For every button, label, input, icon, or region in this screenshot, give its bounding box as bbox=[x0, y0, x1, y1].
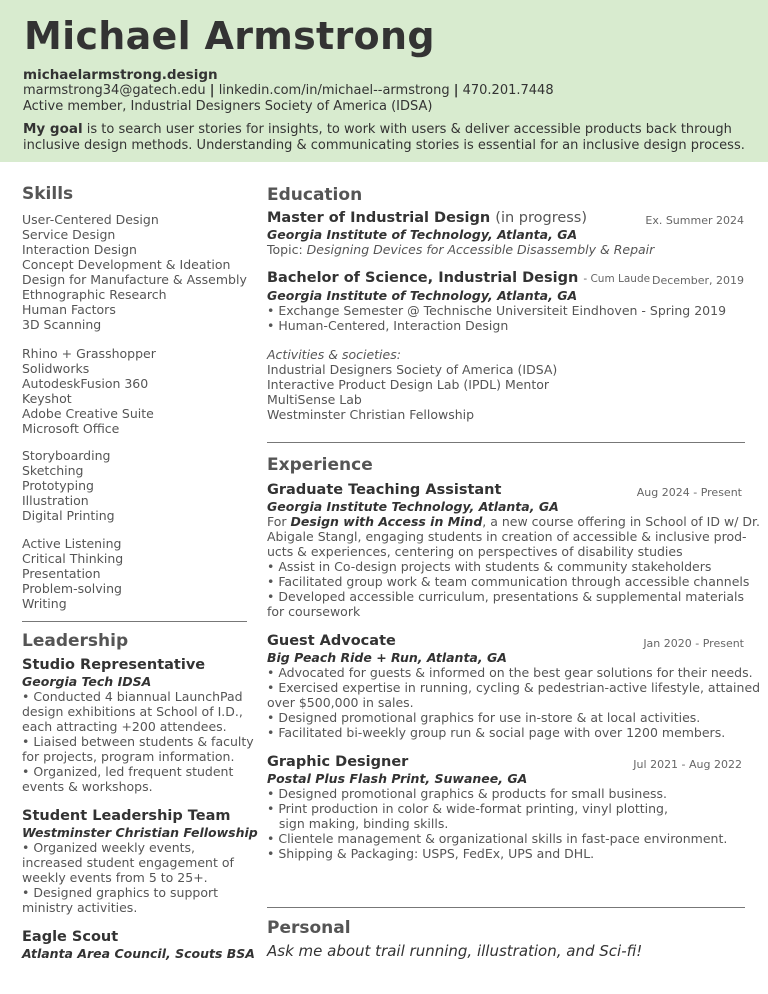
role-line: weekly events from 5 to 25+. bbox=[22, 870, 208, 885]
contact-separator: | bbox=[209, 83, 215, 98]
contact-separator: | bbox=[453, 83, 459, 98]
activities-label: Activities & societies: bbox=[267, 347, 401, 362]
name-heading: Michael Armstrong bbox=[24, 14, 435, 58]
skill-item: Service Design bbox=[22, 227, 116, 242]
degree-honors: - Cum Laude bbox=[583, 273, 651, 285]
skills-soft-list bbox=[22, 536, 123, 611]
job-bullet: • Print production in color & wide-format printing, vinyl plotting, bbox=[267, 801, 668, 816]
bachelors-date: December, 2019 bbox=[651, 274, 744, 287]
contact-line bbox=[23, 83, 554, 99]
job-intro-line: Abigale Stangl, engaging students in creation of accessible & inclusive prod- bbox=[267, 529, 747, 544]
role-org: Westminster Christian Fellowship bbox=[22, 825, 258, 840]
skill-item: Human Factors bbox=[22, 302, 116, 317]
header-band bbox=[0, 0, 768, 162]
degree-bullet: • Exchange Semester @ Technische Universiteit Eindhoven - Spring 2019 bbox=[267, 303, 727, 318]
topic-text: Designing Devices for Accessible Disassembly & Repair bbox=[306, 242, 655, 257]
experience-heading: Experience bbox=[267, 455, 373, 475]
job-bullet: • Shipping & Packaging: USPS, FedEx, UPS and DHL. bbox=[267, 846, 595, 861]
job-org: Postal Plus Flash Print, Suwanee, GA bbox=[267, 771, 528, 786]
skill-item: Keyshot bbox=[22, 391, 72, 406]
job-bullet: • Exercised expertise in running, cycling & pedestrian-active lifestyle, attained bbox=[267, 680, 761, 695]
personal-heading: Personal bbox=[267, 918, 351, 938]
skill-item: Microsoft Office bbox=[22, 421, 120, 436]
job-title: Graduate Teaching Assistant bbox=[267, 482, 502, 498]
school-name: Georgia Institute of Technology, Atlanta, GA bbox=[267, 288, 578, 303]
degree-status: (in progress) bbox=[495, 210, 588, 226]
role-line: design exhibitions at School of I.D., bbox=[22, 704, 243, 719]
skill-item: Storyboarding bbox=[22, 448, 111, 463]
job-bullet: • Clientele management & organizational skills in fast-pace environment. bbox=[267, 831, 728, 846]
topic-label: Topic: bbox=[267, 242, 303, 257]
job-bullet: • Assist in Co-design projects with students & community stakeholders bbox=[267, 559, 712, 574]
goal-statement bbox=[23, 121, 748, 154]
skill-item: Active Listening bbox=[22, 536, 122, 551]
linkedin-link[interactable]: linkedin.com/in/michael--armstrong bbox=[218, 83, 450, 98]
role-line: • Designed graphics to support bbox=[22, 885, 219, 900]
job-bullet: for coursework bbox=[267, 604, 361, 619]
leadership-role bbox=[22, 657, 252, 794]
job-bullet: sign making, binding skills. bbox=[267, 816, 449, 831]
job-org: Big Peach Ride + Run, Atlanta, GA bbox=[267, 650, 507, 665]
degree-name: Master of Industrial Design bbox=[267, 210, 491, 226]
skill-item: Solidworks bbox=[22, 361, 90, 376]
skill-item: User-Centered Design bbox=[22, 212, 159, 227]
role-title: Studio Representative bbox=[22, 657, 206, 673]
activity-item: Westminster Christian Fellowship bbox=[267, 407, 475, 422]
divider bbox=[267, 442, 745, 443]
email-link[interactable]: marmstrong34@gatech.edu bbox=[23, 83, 206, 98]
role-line: • Organized weekly events, bbox=[22, 840, 196, 855]
skills-design-list bbox=[22, 212, 247, 332]
education-heading: Education bbox=[267, 185, 363, 205]
skill-item: 3D Scanning bbox=[22, 317, 102, 332]
role-line: ministry activities. bbox=[22, 900, 138, 915]
divider bbox=[22, 621, 247, 622]
role-org: Georgia Tech IDSA bbox=[22, 674, 152, 689]
skill-item: Digital Printing bbox=[22, 508, 115, 523]
skill-item: Critical Thinking bbox=[22, 551, 124, 566]
skill-item: Adobe Creative Suite bbox=[22, 406, 154, 421]
role-org: Atlanta Area Council, Scouts BSA bbox=[22, 946, 255, 961]
skills-heading: Skills bbox=[22, 184, 74, 204]
leadership-heading: Leadership bbox=[22, 631, 129, 651]
phone-number[interactable]: 470.201.7448 bbox=[462, 83, 554, 98]
job-bullet: • Facilitated bi-weekly group run & social page with over 1200 members. bbox=[267, 725, 726, 740]
guest-date: Jan 2020 - Present bbox=[643, 637, 744, 650]
course-name: Design with Access in Mind bbox=[290, 514, 483, 529]
job-title: Guest Advocate bbox=[267, 633, 396, 649]
skill-item: Sketching bbox=[22, 463, 84, 478]
role-line: • Liaised between students & faculty bbox=[22, 734, 254, 749]
job-bullet: • Facilitated group work & team communication through accessible channels bbox=[267, 574, 750, 589]
website-link[interactable]: michaelarmstrong.design bbox=[23, 67, 218, 83]
job-gta bbox=[267, 482, 760, 619]
skill-item: Rhino + Grasshopper bbox=[22, 346, 156, 361]
role-line: • Organized, led frequent student bbox=[22, 764, 234, 779]
role-line: each attracting +200 attendees. bbox=[22, 719, 227, 734]
job-org: Georgia Institute Technology, Atlanta, GA bbox=[267, 499, 559, 514]
role-line: for projects, program information. bbox=[22, 749, 235, 764]
topic-line bbox=[267, 242, 747, 257]
masters-date: Ex. Summer 2024 bbox=[645, 214, 744, 227]
degree-name: Bachelor of Science, Industrial Design bbox=[267, 270, 579, 286]
role-line: events & workshops. bbox=[22, 779, 153, 794]
job-bullet: • Advocated for guests & informed on the best gear solutions for their needs. bbox=[267, 665, 753, 680]
skills-visual-list bbox=[22, 448, 115, 523]
skill-item: Design for Manufacture & Assembly bbox=[22, 272, 247, 287]
job-bullet: over $500,000 in sales. bbox=[267, 695, 414, 710]
degree-bullet: • Human-Centered, Interaction Design bbox=[267, 318, 509, 333]
skill-item: Writing bbox=[22, 596, 67, 611]
job-bullet: • Designed promotional graphics for use in-store & at local activities. bbox=[267, 710, 701, 725]
activity-item: Industrial Designers Society of America (IDSA) bbox=[267, 362, 558, 377]
leadership-role bbox=[22, 929, 255, 961]
skill-item: Concept Development & Ideation bbox=[22, 257, 231, 272]
skill-item: Ethnographic Research bbox=[22, 287, 167, 302]
intro-pre: For bbox=[267, 514, 287, 529]
activity-item: Interactive Product Design Lab (IPDL) Mentor bbox=[267, 377, 550, 392]
graphic-date: Jul 2021 - Aug 2022 bbox=[633, 758, 742, 771]
job-title: Graphic Designer bbox=[267, 754, 409, 770]
membership-line: Active member, Industrial Designers Society of America (IDSA) bbox=[23, 99, 433, 114]
leadership-role bbox=[22, 808, 258, 915]
skill-item: Illustration bbox=[22, 493, 89, 508]
goal-text: is to search user stories for insights, to work with users & deliver accessible products back through inclusive design methods. Understanding & communicating stories is essential for an inclusive design process. bbox=[23, 122, 745, 153]
role-line: increased student engagement of bbox=[22, 855, 234, 870]
activities-block bbox=[267, 347, 747, 422]
activity-item: MultiSense Lab bbox=[267, 392, 362, 407]
role-title: Eagle Scout bbox=[22, 929, 119, 945]
school-name: Georgia Institute of Technology, Atlanta, GA bbox=[267, 227, 578, 242]
job-intro-line: ucts & experiences, centering on perspectives of disability studies bbox=[267, 544, 683, 559]
job-bullet: • Designed promotional graphics & products for small business. bbox=[267, 786, 668, 801]
skill-item: Presentation bbox=[22, 566, 101, 581]
divider bbox=[267, 907, 745, 908]
role-title: Student Leadership Team bbox=[22, 808, 231, 824]
job-intro-line bbox=[267, 514, 760, 529]
intro-rest: , a new course offering in School of ID w/ Dr. bbox=[482, 514, 760, 529]
role-line: • Conducted 4 biannual LaunchPad bbox=[22, 689, 243, 704]
skill-item: Interaction Design bbox=[22, 242, 137, 257]
skill-item: AutodeskFusion 360 bbox=[22, 376, 149, 391]
job-bullet: • Developed accessible curriculum, presentations & supplemental materials bbox=[267, 589, 744, 604]
goal-label: My goal bbox=[23, 121, 83, 137]
skill-item: Problem-solving bbox=[22, 581, 122, 596]
skills-software-list bbox=[22, 346, 156, 436]
gta-date: Aug 2024 - Present bbox=[636, 486, 742, 499]
personal-text: Ask me about trail running, illustration, and Sci-fi! bbox=[267, 942, 643, 960]
skill-item: Prototyping bbox=[22, 478, 94, 493]
